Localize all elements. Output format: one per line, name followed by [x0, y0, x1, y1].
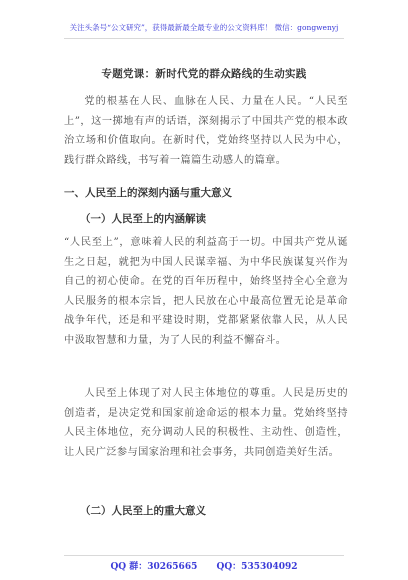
- footer-contact: [0, 559, 408, 572]
- footer-divider: [64, 555, 344, 556]
- intro-paragraph: 党的根基在人民、血脉在人民、力量在人民。“人民至上”，这一掷地有声的话语，深刻揭示了中国共产党的根本政治立场和价值取向。在新时代，党始终坚持以人民为中心，践行群众路线，书写着一篇篇生动感人的篇章。: [64, 96, 348, 166]
- document-title: 专题党课：新时代党的群众路线的生动实践: [101, 68, 307, 80]
- body-paragraph-1: “人民至上”，意味着人民的利益高于一切。中国共产党从诞生之日起，就把为中国人民谋幸福、为中华民族谋复兴作为自己的初心使命。在党的百年历程中，始终坚持全心全意为人民服务的根本宗旨，把人民放在心中最高位置无论是革命战争年代，还是和平建设时期，党都紧紧依靠人民，从人民中汲取智慧和力量，为了人民的利益不懈奋斗。: [64, 237, 348, 346]
- subsection-heading-2: （二）人民至上的重大意义: [80, 505, 206, 517]
- header-notice: 关注头条号“公文研究”，获得最新最全最专业的公文资料库！ 微信：gongwenyj: [69, 23, 339, 32]
- footer-qq-group: QQ 群：30265665: [110, 562, 198, 572]
- header-divider: [64, 38, 344, 39]
- body-paragraph-2: 人民至上体现了对人民主体地位的尊重。人民是历史的创造者，是决定党和国家前途命运的根本力量。党始终坚持人民主体地位，充分调动人民的积极性、主动性、创造性，让人民广泛参与国家治理和社会事务，共同创造美好生活。: [64, 388, 348, 458]
- section-heading-1: 一、人民至上的深刻内涵与重大意义: [64, 187, 232, 199]
- footer-qq: QQ：535304092: [216, 562, 298, 572]
- subsection-heading-1: （一）人民至上的内涵解读: [80, 213, 206, 225]
